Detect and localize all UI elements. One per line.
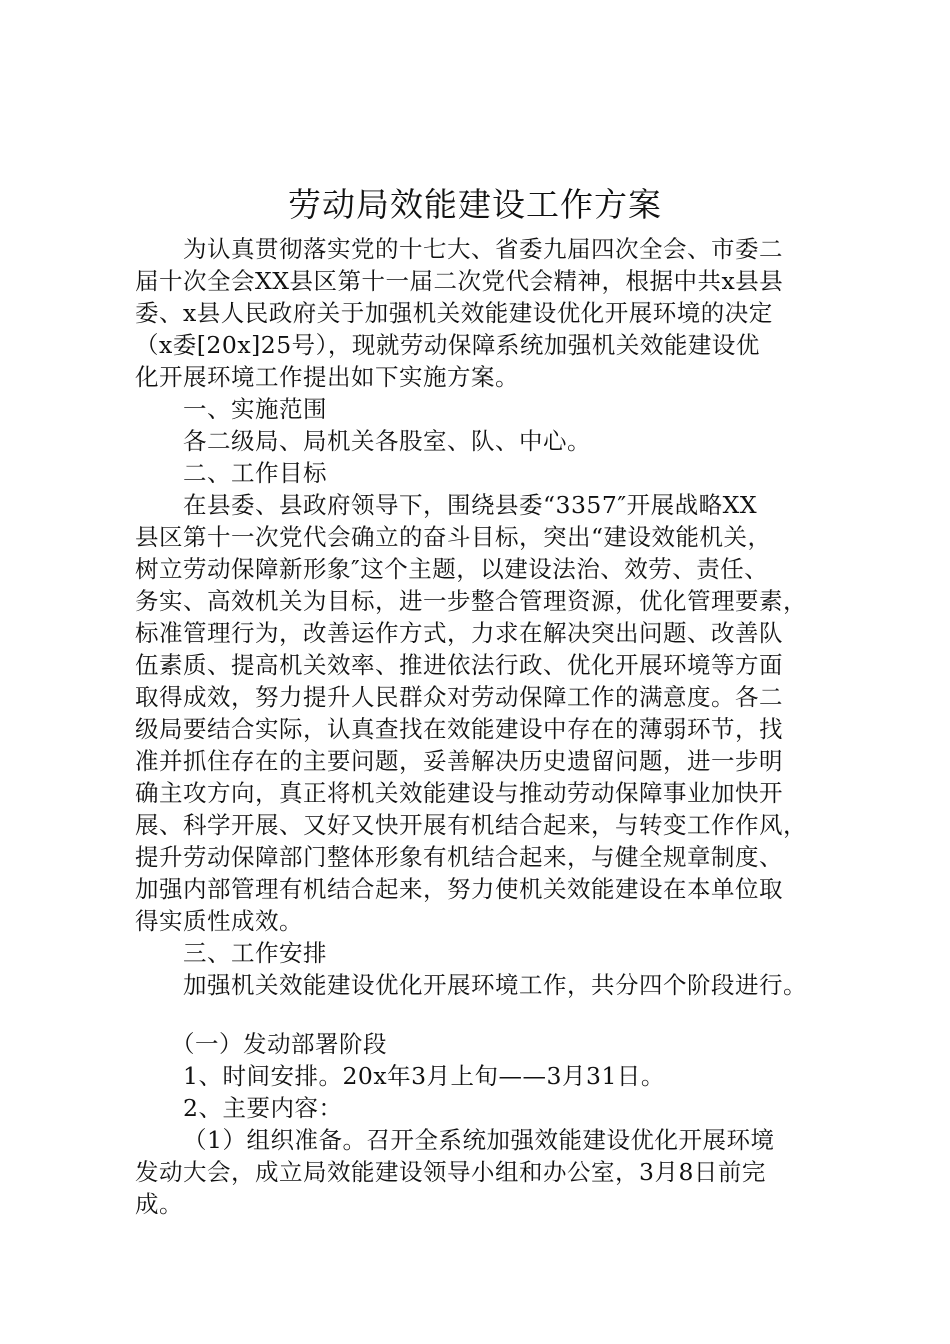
paragraph-line: （x委[20x]25号），现就劳动保障系统加强机关效能建设优 <box>135 331 760 359</box>
paragraph-line: （1）组织准备。召开全系统加强效能建设优化开展环境 <box>183 1126 775 1154</box>
subsection-heading: （一）发动部署阶段 <box>171 1030 387 1058</box>
section-heading: 一、实施范围 <box>183 395 327 423</box>
paragraph-line: 委、x县人民政府关于加强机关效能建设优化开展环境的决定 <box>135 299 773 327</box>
section-heading: 三、工作安排 <box>183 939 327 967</box>
paragraph-line: 各二级局、局机关各股室、队、中心。 <box>183 427 591 455</box>
paragraph-line: 展、科学开展、又好又快开展有机结合起来，与转变工作作风， <box>135 811 807 839</box>
paragraph-line: 确主攻方向，真正将机关效能建设与推动劳动保障事业加快开 <box>135 779 783 807</box>
paragraph-line: 伍素质、提高机关效率、推进依法行政、优化开展环境等方面 <box>135 651 783 679</box>
paragraph-line: 得实质性成效。 <box>135 907 303 935</box>
paragraph-line: 化开展环境工作提出如下实施方案。 <box>135 363 519 391</box>
paragraph-line: 届十次全会XX县区第十一届二次党代会精神，根据中共x县县 <box>135 267 784 295</box>
paragraph-line: 提升劳动保障部门整体形象有机结合起来，与健全规章制度、 <box>135 843 783 871</box>
paragraph-line: 2、主要内容： <box>183 1094 343 1122</box>
paragraph-line: 成。 <box>135 1190 183 1218</box>
document-title: 劳动局效能建设工作方案 <box>288 185 662 224</box>
paragraph-line: 为认真贯彻落实党的十七大、省委九届四次全会、市委二 <box>183 235 783 263</box>
paragraph-line: 发动大会，成立局效能建设领导小组和办公室，3月8日前完 <box>135 1158 766 1186</box>
paragraph-line: 务实、高效机关为目标，进一步整合管理资源，优化管理要素， <box>135 587 807 615</box>
section-heading: 二、工作目标 <box>183 459 327 487</box>
paragraph-line: 级局要结合实际，认真查找在效能建设中存在的薄弱环节，找 <box>135 715 783 743</box>
paragraph-line: 取得成效，努力提升人民群众对劳动保障工作的满意度。各二 <box>135 683 783 711</box>
paragraph-line: 加强机关效能建设优化开展环境工作，共分四个阶段进行。 <box>183 971 807 999</box>
paragraph-line: 1、时间安排。20x年3月上旬——3月31日。 <box>183 1062 665 1090</box>
paragraph-line: 标准管理行为，改善运作方式，力求在解决突出问题、改善队 <box>135 619 783 647</box>
paragraph-line: 树立劳动保障新形象″这个主题，以建设法治、效劳、责任、 <box>135 555 769 583</box>
paragraph-line: 准并抓住存在的主要问题，妥善解决历史遗留问题，进一步明 <box>135 747 783 775</box>
paragraph-line: 在县委、县政府领导下，围绕县委“3357″开展战略XX <box>183 491 758 519</box>
paragraph-line: 县区第十一次党代会确立的奋斗目标，突出“建设效能机关， <box>135 523 772 551</box>
paragraph-line: 加强内部管理有机结合起来，努力使机关效能建设在本单位取 <box>135 875 783 903</box>
